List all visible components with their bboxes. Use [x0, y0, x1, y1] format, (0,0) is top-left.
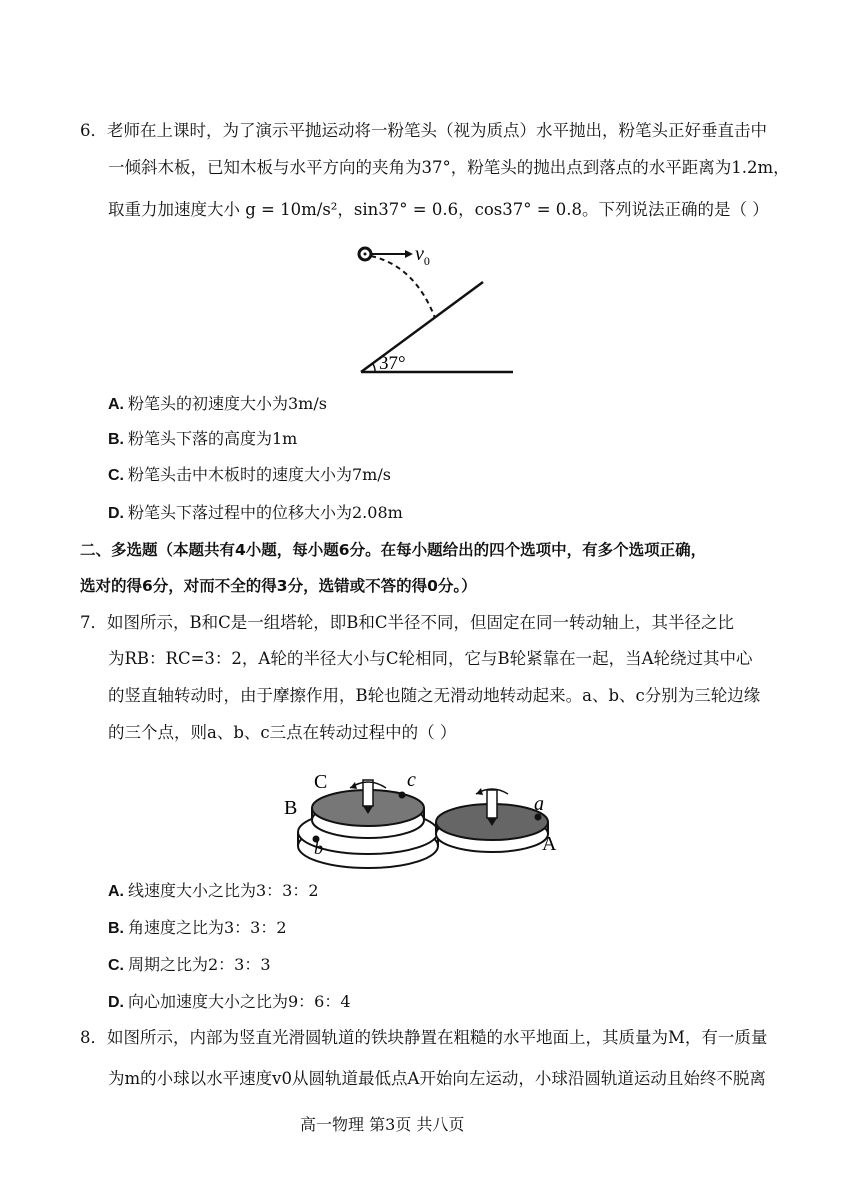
page-footer: 高一物理 第3页 共八页: [300, 1115, 465, 1134]
q6-option-a: A. 粉笔头的初速度大小为3m/s: [108, 394, 327, 413]
label-a-point: a: [534, 793, 544, 815]
q8-line-1: 8．如图所示，内部为竖直光滑圆轨道的铁块静置在粗糙的水平地面上，其质量为M，有一质量: [80, 1028, 768, 1047]
q6-option-b: B. 粉笔头下落的高度为1m: [108, 429, 298, 448]
angle-label: 37°: [379, 353, 406, 374]
label-b-wheel: B: [284, 797, 298, 819]
label-c-point: c: [407, 769, 416, 791]
section2-line-2: 选对的得6分，对而不全的得3分，选错或不答的得0分。）: [80, 577, 477, 595]
q7-option-c: C. 周期之比为2：3：3: [108, 955, 271, 974]
label-c-wheel: C: [314, 771, 328, 793]
q7-line-3: 的竖直轴转动时，由于摩擦作用，B轮也随之无滑动地转动起来。a、b、c分别为三轮边缘: [108, 686, 761, 705]
label-b-point: b: [314, 838, 323, 858]
section2-line-1: 二、多选题（本题共有4小题，每小题6分。在每小题给出的四个选项中，有多个选项正确，: [80, 541, 707, 559]
q6-option-d: D. 粉笔头下落过程中的位移大小为2.08m: [108, 503, 403, 522]
q7-line-1: 7．如图所示，B和C是一组塔轮，即B和C半径不同，但固定在同一转动轴上，其半径之比: [80, 613, 734, 632]
q8-line-2: 为m的小球以水平速度v0从圆轨道最低点A开始向左运动，小球沿圆轨道运动且始终不脱离: [108, 1069, 766, 1088]
label-a-wheel: A: [542, 833, 557, 855]
q6-line-1: 6．老师在上课时，为了演示平抛运动将一粉笔头（视为质点）水平抛出，粉笔头正好垂直击中: [80, 121, 767, 140]
q6-line-2: 一倾斜木板，已知木板与水平方向的夹角为37°，粉笔头的抛出点到落点的水平距离为1.2m，: [108, 158, 790, 177]
q7-line-2: 为RB：RC=3：2，A轮的半径大小与C轮相同，它与B轮紧靠在一起，当A轮绕过其中心: [108, 649, 753, 668]
q6-option-c: C. 粉笔头击中木板时的速度大小为7m/s: [108, 465, 391, 484]
q6-line-3: 取重力加速度大小 g = 10m/s²，sin37° = 0.6，cos37° = 0.8。下列说法正确的是（ ）: [108, 200, 769, 219]
q7-option-a: A. 线速度大小之比为3：3：2: [108, 881, 319, 900]
q7-option-b: B. 角速度之比为3：3：2: [108, 918, 287, 937]
velocity-label: $v_0$: [415, 243, 430, 268]
q7-option-d: D. 向心加速度大小之比为9：6：4: [108, 992, 351, 1011]
q7-wheels-figure: [280, 762, 580, 874]
q7-line-4: 的三个点，则a、b、c三点在转动过程中的（ ）: [108, 723, 457, 742]
q6-projectile-figure: [345, 238, 525, 380]
